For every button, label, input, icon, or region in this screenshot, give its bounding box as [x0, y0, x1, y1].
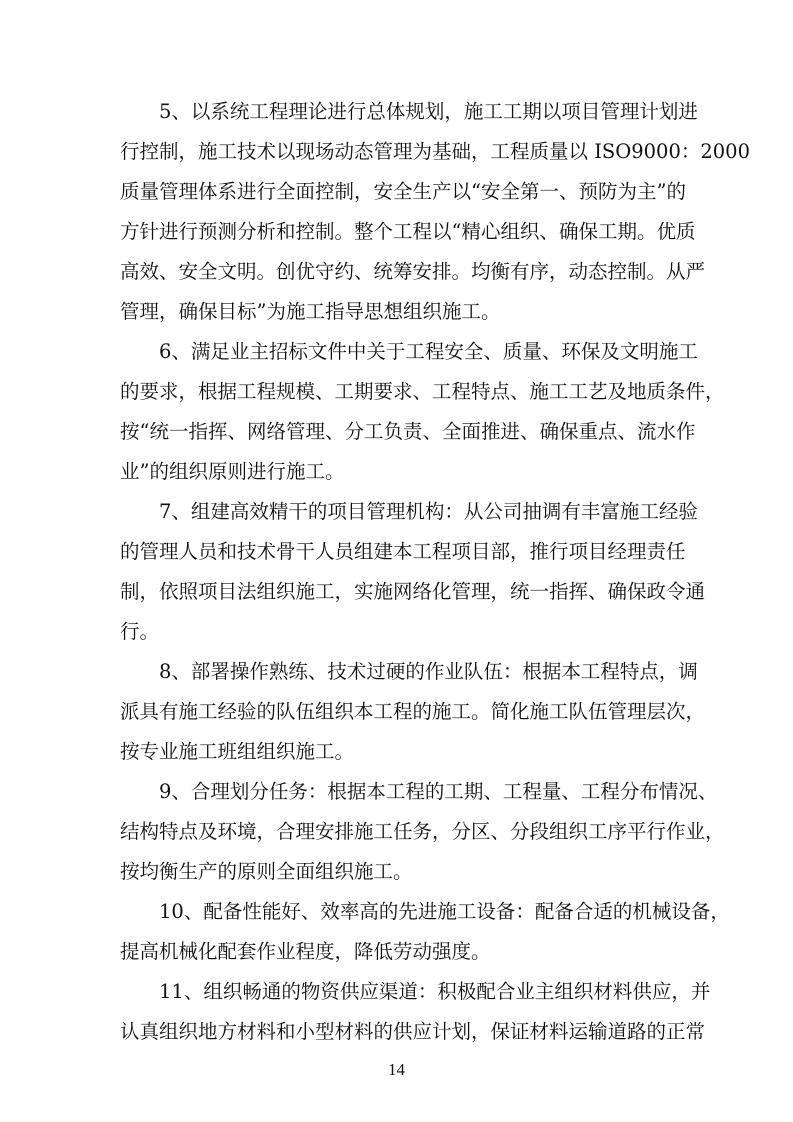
- text-line: 的管理人员和技术骨干人员组建本工程项目部，推行项目经理责任: [120, 540, 686, 563]
- text-line: 高效、安全文明。创优守约、统筹安排。均衡有序，动态控制。从严: [120, 260, 706, 283]
- text-line: 10、配备性能好、效率高的先进施工设备：配备合适的机械设备，: [120, 900, 730, 923]
- text-line: 认真组织地方材料和小型材料的供应计划，保证材料运输道路的正常: [120, 1020, 706, 1043]
- paragraph: [120, 332, 725, 492]
- text-line: 结构特点及环境，合理安排施工任务，分区、分段组织工序平行作业，: [120, 820, 725, 843]
- page-number: 14: [388, 1060, 405, 1079]
- paragraph: [120, 772, 725, 892]
- text-line: 按“统一指挥、网络管理、分工负责、全面推进、确保重点、流水作: [120, 420, 696, 443]
- text-line: 制，依照项目法组织施工，实施网络化管理，统一指挥、确保政令通: [120, 580, 706, 603]
- paragraph: [120, 892, 730, 972]
- text-line: 9、合理划分任务：根据本工程的工期、工程量、工程分布情况、: [120, 780, 718, 803]
- text-line: 派具有施工经验的队伍组织本工程的施工。简化施工队伍管理层次，: [120, 700, 706, 723]
- text-line: 方针进行预测分析和控制。整个工程以“精心组织、确保工期。优质: [120, 220, 696, 243]
- paragraph: [120, 92, 750, 332]
- text-line: 行。: [120, 620, 160, 643]
- document-body: [120, 92, 750, 1052]
- text-line: 管理，确保目标”为施工指导思想组织施工。: [120, 300, 501, 323]
- text-line: 5、以系统工程理论进行总体规划，施工工期以项目管理计划进: [120, 100, 698, 123]
- text-line: 8、部署操作熟练、技术过硬的作业队伍：根据本工程特点，调: [120, 660, 698, 683]
- paragraph: [120, 972, 711, 1052]
- text-line: 质量管理体系进行全面控制，安全生产以“安全第一、预防为主”的: [120, 180, 686, 203]
- text-line: 11、组织畅通的物资供应渠道：积极配合业主组织材料供应，并: [120, 980, 711, 1003]
- text-line: 行控制，施工技术以现场动态管理为基础，工程质量以 ISO9000：2000: [120, 140, 750, 163]
- paragraph: [120, 652, 706, 772]
- text-line: 7、组建高效精干的项目管理机构：从公司抽调有丰富施工经验: [120, 500, 698, 523]
- text-line: 提高机械化配套作业程度，降低劳动强度。: [120, 940, 491, 963]
- text-line: 的要求，根据工程规模、工期要求、工程特点、施工工艺及地质条件，: [120, 380, 725, 403]
- paragraph: [120, 492, 706, 652]
- text-line: 业”的组织原则进行施工。: [120, 460, 345, 483]
- text-line: 6、满足业主招标文件中关于工程安全、质量、环保及文明施工: [120, 340, 698, 363]
- text-line: 按专业施工班组组织施工。: [120, 740, 355, 763]
- text-line: 按均衡生产的原则全面组织施工。: [120, 860, 413, 883]
